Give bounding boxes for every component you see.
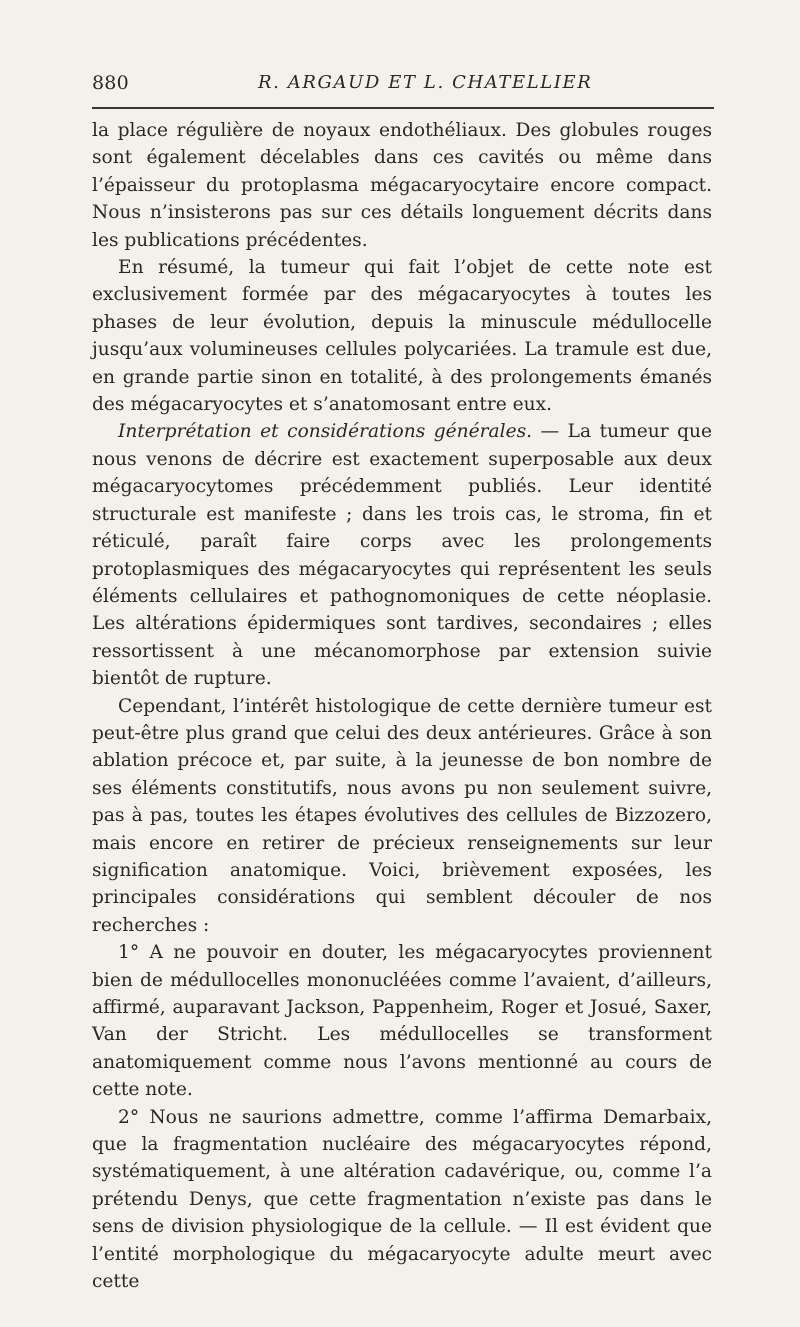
header-rule xyxy=(92,107,714,109)
running-head xyxy=(92,72,712,102)
page-number: 880 xyxy=(92,72,129,94)
paragraph-cependant: Cependant, l’intérêt histologique de cette dernière tumeur est peut-être plus grand que celui des deux antérieures. Grâce à son ablation précoce et, par suite, à la jeunesse de bon nombre de ses éléments constitutifs, nous avons pu non seulement suivre, pas à pas, toutes les étapes évolutives des cellules de Bizzozero, mais encore en retirer de précieux renseignements sur leur signification anatomique. Voici, brièvement exposées, les principales considérations qui semblent découler de nos recherches : xyxy=(92,695,712,936)
paragraph-continued: la place régulière de noyaux endothéliaux. Des globules rouges sont également décelables dans ces cavités ou même dans l’épaisseur du protoplasma mégacaryocytaire encore compact. Nous n’insisterons pas sur ces détails longuement décrits dans les publications précédentes. xyxy=(92,120,712,251)
running-title-authors: R. ARGAUD ET L. CHATELLIER xyxy=(258,72,593,93)
paragraph-interpretation xyxy=(92,418,712,692)
section-lead-italic: Interprétation et considérations générales. xyxy=(118,421,533,443)
paragraph-point-1: 1° A ne pouvoir en douter, les mégacaryocytes proviennent bien de médullocelles mononucléées comme l’avaient, d’ailleurs, affirmé, auparavant Jackson, Pappenheim, Roger et Josué, Saxer, Van der Stricht. Les médullocelles se transforment anatomiquement comme nous l’avons mentionné au cours de cette note. xyxy=(92,942,712,1101)
paragraph-point-2: 2° Nous ne saurions admettre, comme l’affirma Demarbaix, que la fragmentation nucléaire des mégacaryocytes répond, systématiquement, à une altération cadavérique, ou, comme l’a prétendu Denys, que cette fragmentation n’existe pas dans le sens de division physiologique de la cellule. — Il est évident que l’entité morphologique du mégacaryocyte adulte meurt avec cette xyxy=(92,1106,712,1293)
paragraph-interpretation-text: — La tumeur que nous venons de décrire est exactement superposable aux deux mégacaryocytomes précédemment publiés. Leur identité structurale est manifeste ; dans les trois cas, le stroma, fin et réticulé, paraît faire corps avec les prolongements protoplasmiques des mégacaryocytes qui représentent les seuls éléments cellulaires et pathognomoniques de cette néoplasie. Les altérations épidermiques sont tardives, secondaires ; elles ressortissent à une mécanomorphose par extension suivie bientôt de rupture. xyxy=(92,421,712,690)
body-text xyxy=(92,117,712,1295)
paragraph-resume: En résumé, la tumeur qui fait l’objet de cette note est exclusivement formée par des mégacaryocytes à toutes les phases de leur évolution, depuis la minuscule médullocelle jusqu’aux volumineuses cellules polycariées. La tramule est due, en grande partie sinon en totalité, à des prolongements émanés des mégacaryocytes et s’anatomosant entre eux. xyxy=(92,257,712,416)
